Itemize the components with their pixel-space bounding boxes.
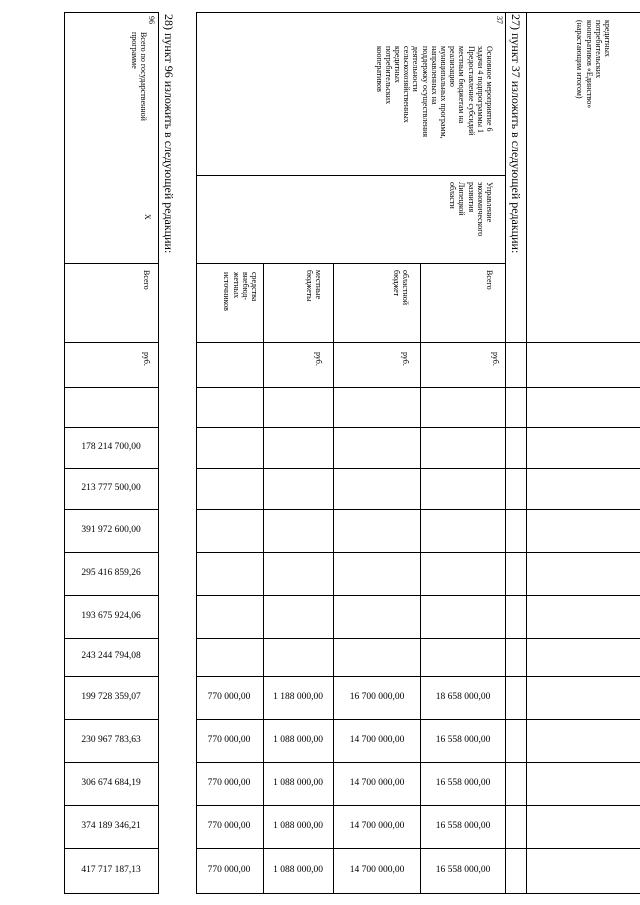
t27-divider-header	[196, 263, 506, 264]
item28-year-total: 295 416 859,26	[81, 567, 141, 578]
row-separator	[196, 848, 506, 849]
prev-item-text: кредитных потребительских кооперативов «Единство» (нарастающим итогом)	[575, 20, 612, 109]
item27-executor: Управление экономического развития Липецкой области	[448, 182, 494, 237]
source-label-local: местные бюджеты	[304, 270, 323, 302]
item27-row-number: 37	[495, 16, 504, 24]
item27-source-value: 14 700 000,00	[349, 820, 405, 831]
item28-executor: Х	[143, 214, 152, 220]
source-label-offbudget: средства внебюд- жетных источников	[222, 272, 259, 311]
row-separator	[505, 468, 640, 469]
unit-local: руб.	[314, 352, 323, 366]
t28-border-top	[64, 12, 159, 13]
row-separator	[196, 805, 506, 806]
item28-year-total: 306 674 684,19	[81, 777, 141, 788]
item28-year-total: 243 244 794,08	[81, 651, 141, 661]
row-separator	[64, 509, 159, 510]
prev-divider-blank	[505, 387, 640, 388]
item28-heading: 28) пункт 96 изложить в следующей редакции:	[162, 14, 176, 254]
item27-source-value: 1 088 000,00	[273, 820, 323, 831]
t28-divider-header	[64, 263, 159, 264]
item27-source-value: 14 700 000,00	[349, 777, 405, 788]
item27-source-value: 16 558 000,00	[435, 734, 491, 745]
item27-source-value: 1 088 000,00	[273, 734, 323, 745]
item27-source-value: 770 000,00	[207, 734, 251, 745]
item27-source-value: 1 188 000,00	[273, 691, 323, 702]
item27-source-value: 16 700 000,00	[349, 691, 405, 702]
row-separator	[196, 468, 506, 469]
item28-source: Всего	[142, 270, 151, 290]
row-separator	[505, 719, 640, 720]
unit-total: руб.	[491, 352, 500, 366]
row-separator	[64, 848, 159, 849]
t27-border-bottom	[196, 893, 506, 894]
item28-unit: руб.	[142, 352, 151, 366]
item28-year-total: 213 777 500,00	[81, 482, 141, 493]
item27-heading: 27) пункт 37 изложить в следующей редакции:	[509, 14, 523, 254]
item27-source-value: 16 558 000,00	[435, 820, 491, 831]
t27-divider-name	[196, 175, 506, 176]
item28-row-number: 96	[147, 16, 156, 24]
item27-source-value: 770 000,00	[207, 691, 251, 702]
item27-source-value: 770 000,00	[207, 864, 251, 875]
row-separator	[196, 509, 506, 510]
item27-source-value: 770 000,00	[207, 820, 251, 831]
row-separator	[505, 509, 640, 510]
row-separator	[196, 427, 506, 428]
item27-source-value: 16 558 000,00	[435, 777, 491, 788]
item28-year-total: 230 967 783,63	[81, 734, 141, 745]
item28-year-total: 193 675 924,06	[81, 610, 141, 621]
item28-year-total: 391 972 600,00	[81, 524, 141, 535]
item28-year-total: 178 214 700,00	[81, 441, 141, 452]
item27-source-value: 14 700 000,00	[349, 734, 405, 745]
item27-source-value: 1 088 000,00	[273, 864, 323, 875]
item27-source-value: 14 700 000,00	[349, 864, 405, 875]
row-separator	[196, 638, 506, 639]
source-label-regional: областной бюджет	[391, 270, 410, 306]
row-separator	[64, 468, 159, 469]
row-separator	[505, 848, 640, 849]
t27-col-sep-3	[420, 263, 421, 894]
row-separator	[64, 638, 159, 639]
t28-divider-blank	[64, 387, 159, 388]
row-separator	[196, 762, 506, 763]
item27-source-value: 770 000,00	[207, 777, 251, 788]
row-separator	[505, 427, 640, 428]
t28-border-bottom	[64, 893, 159, 894]
t27-divider-unit	[196, 342, 506, 343]
item27-source-value: 18 658 000,00	[435, 691, 491, 702]
item27-source-value: 16 558 000,00	[435, 864, 491, 875]
source-label-total: Всего	[485, 270, 494, 290]
row-separator	[64, 805, 159, 806]
t27-divider-blank	[196, 387, 506, 388]
row-separator	[196, 676, 506, 677]
item28-year-total: 417 717 187,13	[81, 864, 141, 875]
item28-program-name: Всего по государственной программе	[129, 32, 148, 121]
row-separator	[505, 805, 640, 806]
row-separator	[505, 762, 640, 763]
row-separator	[64, 762, 159, 763]
row-separator	[64, 719, 159, 720]
item28-year-total: 374 189 346,21	[81, 820, 141, 831]
item27-source-value: 1 088 000,00	[273, 777, 323, 788]
row-separator	[196, 719, 506, 720]
row-separator	[196, 595, 506, 596]
row-separator	[64, 427, 159, 428]
row-separator	[505, 676, 640, 677]
row-separator	[505, 595, 640, 596]
t27-border-top	[196, 12, 506, 13]
t28-divider-unit	[64, 342, 159, 343]
item28-year-total: 199 728 359,07	[81, 691, 141, 702]
row-separator	[505, 638, 640, 639]
row-separator	[64, 595, 159, 596]
t27-col-sep-1	[263, 263, 264, 894]
t27-col-sep-2	[333, 263, 334, 894]
row-separator	[64, 676, 159, 677]
prev-divider-unit	[505, 342, 640, 343]
prev-border-bottom	[505, 893, 640, 894]
row-separator	[196, 552, 506, 553]
row-separator	[64, 552, 159, 553]
unit-regional: руб.	[401, 352, 410, 366]
prev-border-top	[505, 12, 640, 13]
item27-measure-name: Основное мероприятие 6 задачи 4 подпрограммы 1 Предоставление субсидий местным бюджетам на реализацию муниципальных программ, направленных на поддержку осуществления деятельности сельскохозяйственных кредитных потребительских кооперативов	[374, 46, 494, 139]
row-separator	[505, 552, 640, 553]
